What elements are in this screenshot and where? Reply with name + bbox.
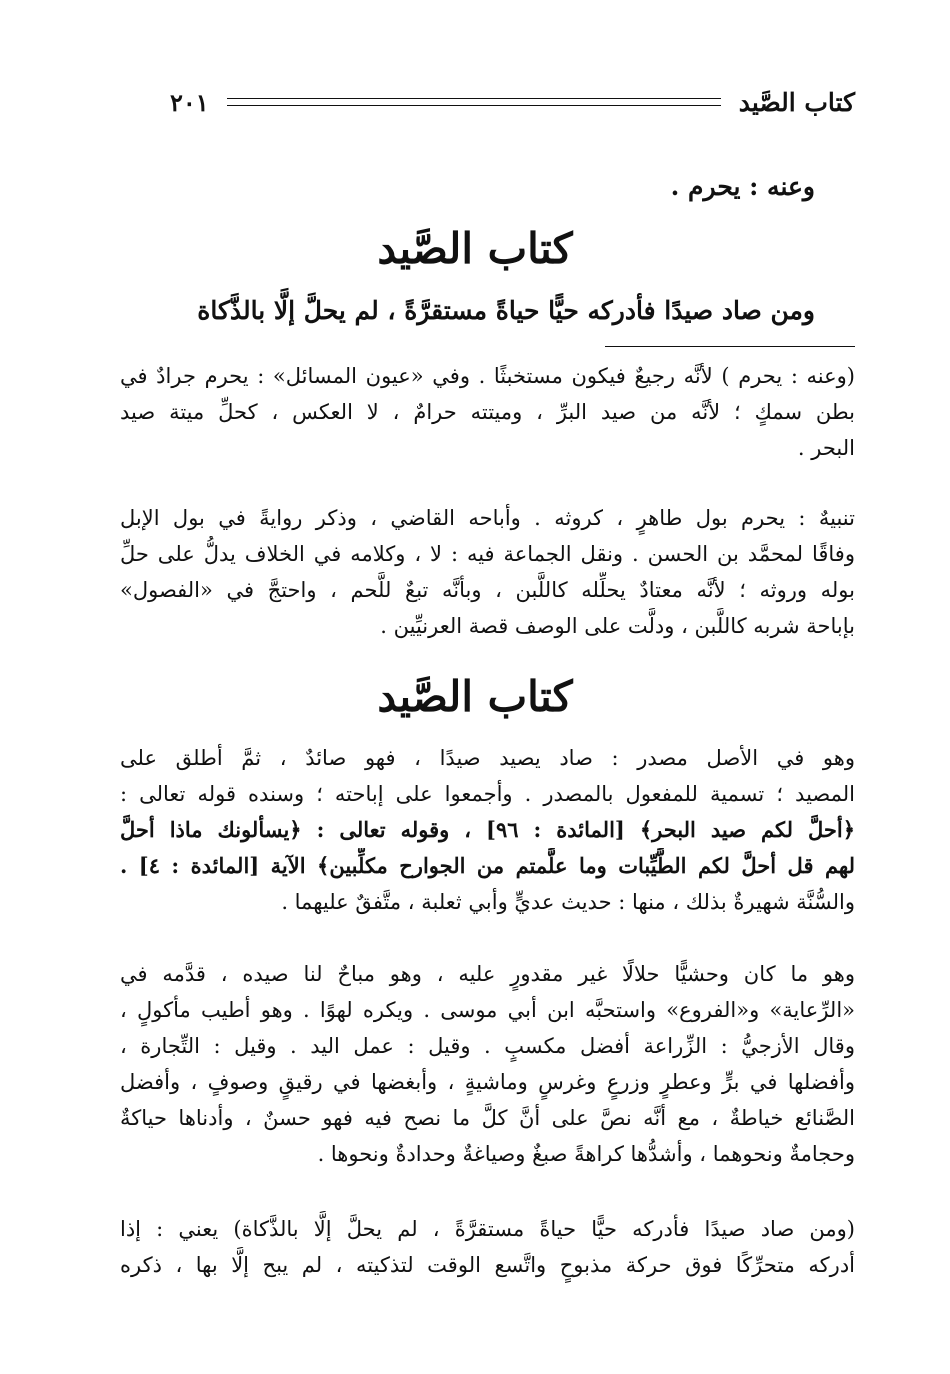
text-line: المصيد ؛ تسمية للمفعول بالمصدر . وأجمعوا على إباحته ؛ وسنده قوله تعالى : xyxy=(120,782,855,806)
matn-line-2: ومن صاد صيدًا فأدركه حيًّا حياةً مستقرَّةً ، لم يحلَّ إلَّا بالذَّكاة xyxy=(197,296,815,325)
chapter-title-2: كتاب الصَّيد xyxy=(377,672,573,721)
commentary-paragraph-2 xyxy=(120,500,855,644)
text-line: بوله وروثه ؛ لأنَّه معتادٌ يحلِّله كاللَّبن ، وبأنَّه تبعٌ للَّحم ، واحتجَّ في «الفصول» xyxy=(120,578,855,602)
text-line: (وعنه : يحرم ) لأنَّه رجيعٌ فيكون مستخبثًا . وفي «عيون المسائل» : يحرم جرادٌ في xyxy=(120,364,855,388)
text-line: وهو ما كان وحشيًّا حلالًا غير مقدورٍ عليه ، وهو مباحٌ لنا صيده ، قدَّمه في xyxy=(120,962,855,986)
text-line: البحر . xyxy=(797,436,855,460)
text-line: «الرِّعاية» و«الفروع» واستحبَّه ابن أبي موسى . ويكره لهوًا . وهو أطيب مأكولٍ ، xyxy=(120,998,855,1022)
text-line: وأفضلها في برٍّ وعطرٍ وزرعٍ وغرسٍ وماشيةٍ ، وأبغضها في رقيقٍ وصوفٍ ، وأفضل xyxy=(120,1070,855,1094)
text-line: تنبيهٌ : يحرم بول طاهرٍ ، كروثه . وأباحه القاضي ، وذكر روايةً في بول الإبل xyxy=(120,506,855,530)
text-line: بإباحة شربه كاللَّبن ، ودلَّت على الوصف قصة العرنيِّين . xyxy=(380,614,855,638)
commentary-paragraph-3 xyxy=(120,740,855,920)
text-line: بطن سمكٍ ؛ لأنَّه من صيد البرِّ ، وميتته حرامٌ ، لا العكس ، كحلِّ ميتة صيد xyxy=(120,400,855,424)
text-line: لهم قل أحلَّ لكم الطَّيِّبات وما علَّمتم من الجوارح مكلِّبين﴾ الآية [المائدة : ٤] . xyxy=(120,853,855,878)
text-separator-rule xyxy=(605,346,855,347)
text-line: ﴿أحلَّ لكم صيد البحر﴾ [المائدة : ٩٦] ، وقوله تعالى : ﴿يسألونك ماذا أحلَّ xyxy=(120,817,855,842)
commentary-paragraph-5 xyxy=(120,1211,855,1283)
chapter-title: كتاب الصَّيد xyxy=(377,224,573,273)
text-line: وهو في الأصل مصدر : صاد يصيد صيدًا ، فهو صائدٌ ، ثمَّ أطلق على xyxy=(120,746,855,770)
commentary-paragraph-1 xyxy=(120,358,855,466)
header-rule xyxy=(227,98,721,106)
text-line: والسُّنَّة شهيرةٌ بذلك ، منها : حديث عديٍّ وأبي ثعلبة ، متَّفقٌ عليهما . xyxy=(281,890,855,914)
text-line: أدركه متحرِّكًا فوق حركة مذبوحٍ واتَّسع الوقت لتذكيته ، لم يبح إلَّا بها ، ذكره xyxy=(120,1253,855,1277)
header-title: كتاب الصَّيد xyxy=(738,87,855,117)
page-number: ٢٠١ xyxy=(170,87,209,117)
running-header xyxy=(170,82,855,122)
text-line: وقال الأزجيُّ : الزِّراعة أفضل مكسبٍ . وقيل : عمل اليد . وقيل : التِّجارة ، xyxy=(120,1034,855,1058)
text-line: الصَّنائع خياطةٌ ، مع أنَّه نصَّ على أنَّ كلَّ ما نصح فيه فهو حسنٌ ، وأدناها حياكةٌ xyxy=(120,1106,855,1130)
text-line: (ومن صاد صيدًا فأدركه حيًّا حياةً مستقرَّةً ، لم يحلَّ إلَّا بالذَّكاة) يعني : إذا xyxy=(120,1217,855,1241)
text-line: وحجامةٌ ونحوهما ، وأشدُّها كراهةً صبغٌ وصياغةٌ وحدادةٌ ونحوها . xyxy=(317,1142,855,1166)
text-line: وفاقًا لمحمَّد بن الحسن . ونقل الجماعة فيه : لا ، وكلامه في الخلاف يدلُّ على حلِّ xyxy=(120,542,855,566)
matn-line-1: وعنه : يحرم . xyxy=(670,172,815,201)
commentary-paragraph-4 xyxy=(120,956,855,1172)
